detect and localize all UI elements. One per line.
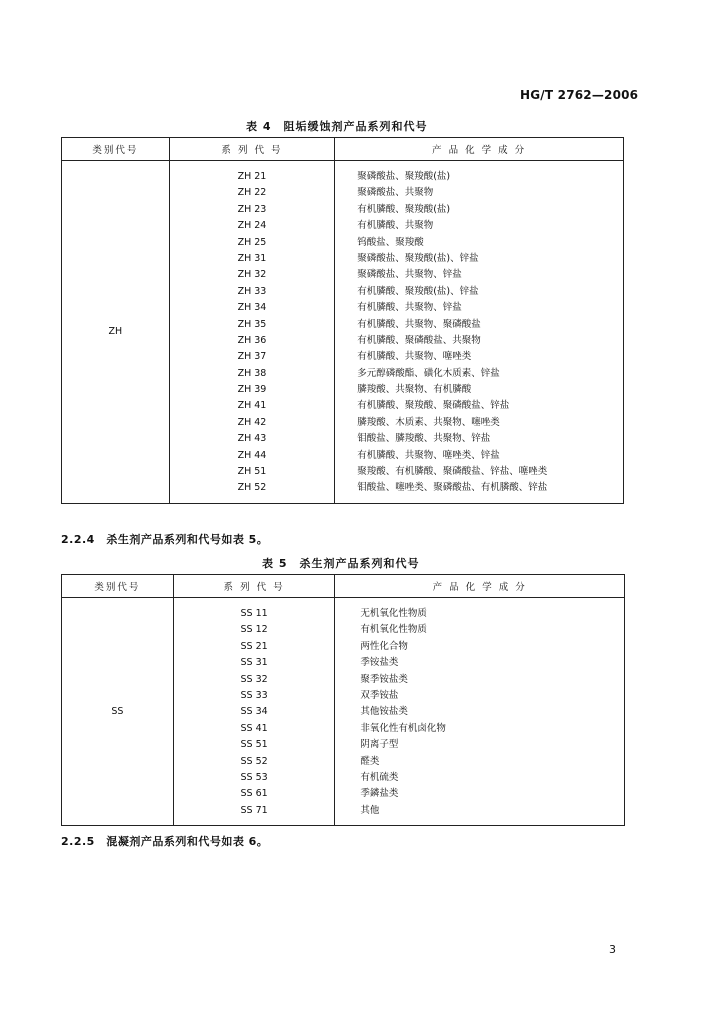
table4-caption: 表 4 阻垢缓蚀剂产品系列和代号 (246, 120, 428, 133)
table5-code-column (173, 598, 335, 826)
table5-composition: 其他铵盐类 (360, 706, 408, 718)
table4-header-series: 系 列 代 号 (169, 138, 335, 161)
table5-code: SS 53 (240, 771, 268, 783)
table4-composition: 膦羧酸、共聚物、有机膦酸 (357, 384, 472, 396)
table4-code: ZH 23 (237, 203, 267, 215)
table5-code: SS 32 (240, 673, 268, 685)
table4-composition-column (335, 161, 624, 504)
table4-code: ZH 38 (237, 367, 267, 379)
table5-code: SS 21 (240, 640, 268, 652)
table4-header-category: 类别代号 (62, 138, 170, 161)
table4-composition: 有机膦酸、共聚物、锌盐 (357, 302, 462, 314)
table4-code: ZH 42 (237, 416, 267, 428)
table4-composition: 有机膦酸、共聚物、噻唑类 (357, 351, 472, 363)
table5-header-series: 系 列 代 号 (173, 575, 335, 598)
table4-category-cell: ZH (62, 161, 170, 504)
table5-code: SS 34 (240, 706, 268, 718)
table5-body-row (62, 598, 625, 826)
table5-code: SS 61 (240, 788, 268, 800)
table5-code: SS 12 (240, 624, 268, 636)
table4-composition: 聚磷酸盐、共聚物 (357, 187, 434, 199)
table4-composition: 聚羧酸、有机膦酸、聚磷酸盐、锌盐、噻唑类 (357, 466, 548, 478)
table4-composition: 有机膦酸、聚磷酸盐、共聚物 (357, 334, 481, 346)
table5-composition: 有机氧化性物质 (360, 624, 427, 636)
table5-code: SS 52 (240, 755, 268, 767)
table4-composition: 有机膦酸、共聚物 (357, 220, 434, 232)
table4-composition: 聚磷酸盐、聚羧酸(盐)、锌盐 (357, 252, 479, 264)
table5-composition: 有机硫类 (360, 771, 399, 783)
table4-code: ZH 37 (237, 351, 267, 363)
table4-code: ZH 25 (237, 236, 267, 248)
table4-composition: 有机膦酸、共聚物、噻唑类、锌盐 (357, 449, 500, 461)
table4-code: ZH 21 (237, 171, 267, 182)
table4-code: ZH 44 (237, 449, 267, 461)
table5-composition: 双季铵盐 (360, 689, 399, 701)
table5-code: SS 41 (240, 722, 268, 734)
table4-composition: 聚磷酸盐、共聚物、锌盐 (357, 269, 462, 281)
table5-composition: 其他 (360, 804, 380, 816)
table5-composition: 阴离子型 (360, 739, 399, 751)
table5-composition: 无机氧化性物质 (360, 608, 427, 619)
table4-code: ZH 52 (237, 482, 267, 494)
table5-header-category: 类别代号 (62, 575, 174, 598)
table5 (61, 574, 625, 826)
table4-composition: 多元醇磷酸酯、磺化木质素、锌盐 (357, 367, 500, 379)
table5-composition: 季鏻盐类 (360, 788, 399, 800)
table4-code: ZH 35 (237, 318, 267, 330)
table5-caption: 表 5 杀生剂产品系列和代号 (262, 557, 420, 570)
table4-composition: 钼酸盐、噻唑类、聚磷酸盐、有机膦酸、锌盐 (357, 482, 548, 494)
table4-composition: 有机膦酸、共聚物、聚磷酸盐 (357, 318, 481, 330)
table4-code: ZH 22 (237, 187, 267, 199)
table5-code: SS 51 (240, 739, 268, 751)
table4-composition: 有机膦酸、聚羧酸(盐) (357, 203, 451, 215)
paragraph-2-2-5: 2.2.5 混凝剂产品系列和代号如表 6。 (61, 835, 269, 848)
table4-code: ZH 43 (237, 433, 267, 445)
table5-code: SS 71 (240, 804, 268, 816)
table5-code: SS 31 (240, 657, 268, 669)
table4-body-row (62, 161, 624, 504)
table4-code: ZH 39 (237, 384, 267, 396)
table5-code: SS 11 (240, 608, 268, 619)
table4 (61, 137, 624, 504)
table4-code: ZH 41 (237, 400, 267, 412)
table5-composition: 非氧化性有机卤化物 (360, 722, 446, 734)
table4-composition: 有机膦酸、聚羧酸、聚磷酸盐、锌盐 (357, 400, 510, 412)
table5-header-row (62, 575, 625, 598)
standard-number: HG/T 2762—2006 (520, 88, 639, 102)
table4-composition: 钼酸盐、膦羧酸、共聚物、锌盐 (357, 433, 491, 445)
table4-code-column (169, 161, 335, 504)
table4-code: ZH 51 (237, 466, 267, 478)
table5-header-composition: 产 品 化 学 成 分 (335, 575, 625, 598)
table4-composition: 有机膦酸、聚羧酸(盐)、锌盐 (357, 285, 479, 297)
table5-composition: 季铵盐类 (360, 657, 399, 669)
table4-composition: 聚磷酸盐、聚羧酸(盐) (357, 171, 451, 182)
table5-code: SS 33 (240, 689, 268, 701)
table4-code: ZH 34 (237, 302, 267, 314)
table5-composition: 两性化合物 (360, 640, 408, 652)
paragraph-2-2-4: 2.2.4 杀生剂产品系列和代号如表 5。 (61, 533, 269, 546)
table4-code: ZH 33 (237, 285, 267, 297)
table4-code: ZH 36 (237, 334, 267, 346)
table4-code: ZH 32 (237, 269, 267, 281)
table4-code: ZH 31 (237, 252, 267, 264)
table4-composition: 膦羧酸、木质素、共聚物、噻唑类 (357, 416, 500, 428)
table5-category-cell: SS (62, 598, 174, 826)
table5-composition: 聚季铵盐类 (360, 673, 408, 685)
table5-composition-column (335, 598, 625, 826)
table5-composition: 醛类 (360, 755, 380, 767)
table4-code: ZH 24 (237, 220, 267, 232)
table4-composition: 钨酸盐、聚羧酸 (357, 236, 424, 248)
page-number: 3 (609, 943, 616, 956)
table4-header-row (62, 138, 624, 161)
table4-header-composition: 产 品 化 学 成 分 (335, 138, 624, 161)
